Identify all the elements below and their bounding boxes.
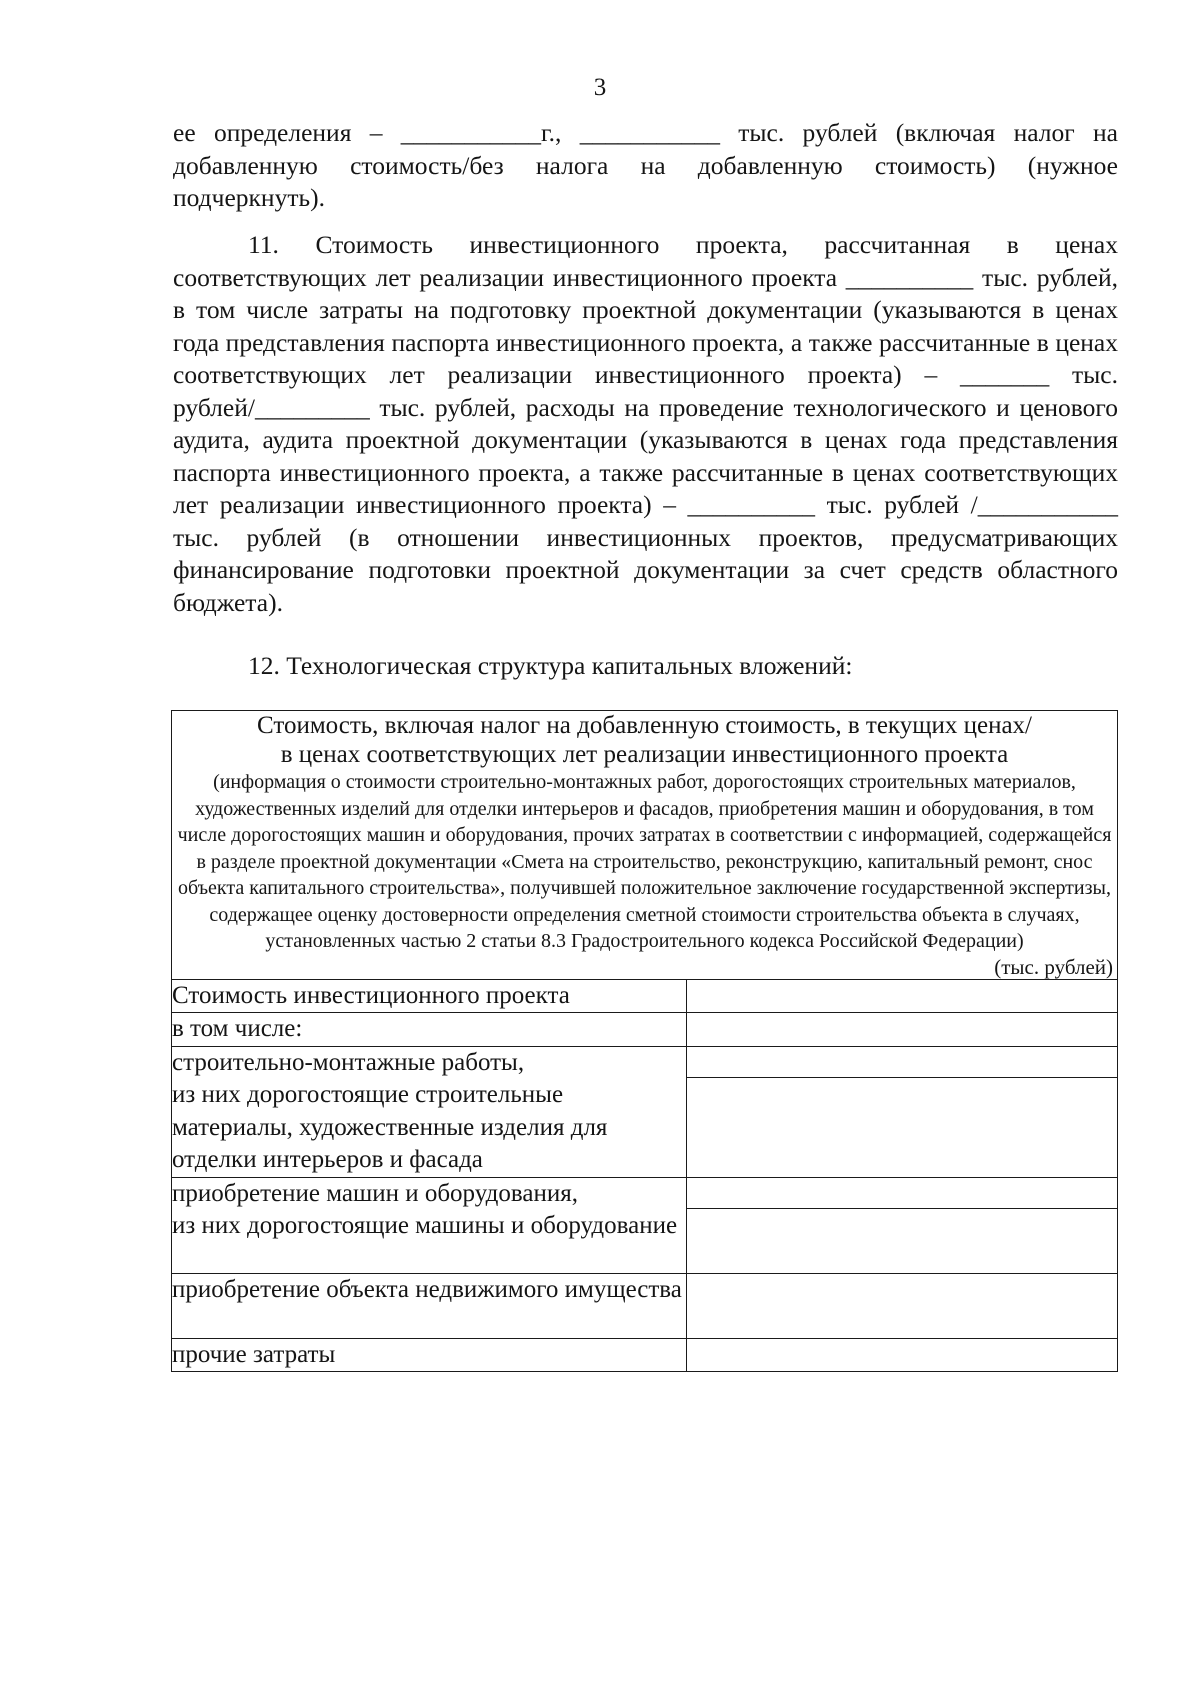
value-cell-construction [687,1046,1118,1078]
table-row [172,979,1118,1013]
table-row [172,1177,1118,1208]
equipment-sub-label: из них дорогостоящие машины и оборудование [172,1212,678,1239]
row-label-including: в том числе: [172,1013,687,1047]
value-cell-equipment [687,1177,1118,1208]
row-label-construction [172,1046,687,1177]
paragraph-11-project-cost [173,229,1118,619]
table-header-title: Стоимость, включая налог на добавленную стоимость, в текущих ценах/ [257,712,1032,739]
table-row [172,1273,1118,1338]
value-cell-including [687,1013,1118,1047]
paragraph-12-structure [173,650,1118,683]
value-cell-real-estate [687,1273,1118,1338]
paragraph-text: 11. Стоимость инвестиционного проекта, рассчитанная в ценах соответствующих лет реализации инвестиционного проекта __________ тыс. рублей, в том числе затраты на подготовку проектной документации (указываются в ценах года представления паспорта инвестиционного проекта, а также рассчитанные в ценах соответствующих лет реализации инвестиционного проекта) – _______ тыс. рублей/_________ тыс. рублей, расходы на проведение технологического и ценового аудита, аудита проектной документации (указываются в ценах года представления паспорта инвестиционного проекта, а также рассчитанные в ценах соответствующих лет реализации инвестиционного проекта) – __________ тыс. рублей /___________ тыс. рублей (в отношении инвестиционных проектов, предусматривающих финансирование подготовки проектной документации за счет средств областного бюджета). [173,230,1118,617]
table-header-cell [172,711,1118,980]
row-label-real-estate: приобретение объекта недвижимого имущества [172,1273,687,1338]
capital-investment-table [171,710,1118,1372]
equipment-label: приобретение машин и оборудования, [172,1179,578,1207]
table-header-row [172,711,1118,980]
value-cell-construction-sub [687,1078,1118,1177]
paragraph-text: 12. Технологическая структура капитальных вложений: [248,651,853,680]
value-cell-equipment-sub [687,1208,1118,1273]
paragraph-text: ее определения – ___________г., ___________ тыс. рублей (включая налог на добавленную стоимость/без налога на добавленную стоимость) (нужное подчеркнуть). [173,118,1118,212]
value-cell-other [687,1338,1118,1372]
value-cell-total [687,979,1118,1013]
row-label-total: Стоимость инвестиционного проекта [172,979,687,1013]
row-label-other: прочие затраты [172,1338,687,1372]
construction-label: строительно-монтажные работы, [172,1048,525,1076]
table-header-note: (информация о стоимости строительно-монтажных работ, дорогостоящих строительных материалов, художественных изделий для отделки интерьеров и фасадов, приобретения машин и оборудования, в том числе дорогостоящих машин и оборудования, прочих затратах в соответствии с информацией, содержащейся в разделе проектной документации «Смета на строительство, реконструкцию, капитальный ремонт, снос объекта капитального строительства», получившей положительное заключение государственной экспертизы, содержащее оценку достоверности определения сметной стоимости строительства объекта в случаях, установленных частью 2 статьи 8.3 Градостроительного кодекса Российской Федерации) [177,771,1112,952]
table-row [172,1338,1118,1372]
table-row [172,1046,1118,1078]
paragraph-valuation-date [173,117,1118,215]
page-number: 3 [593,74,607,101]
table-row [172,1013,1118,1047]
table-header-subtitle: в ценах соответствующих лет реализации инвестиционного проекта [280,741,1009,768]
construction-sub-label: из них дорогостоящие строительные материалы, художественные изделия для отделки интерьеров и фасада [172,1081,608,1173]
row-label-equipment [172,1177,687,1273]
table-units: (тыс. рублей) [994,954,1114,979]
